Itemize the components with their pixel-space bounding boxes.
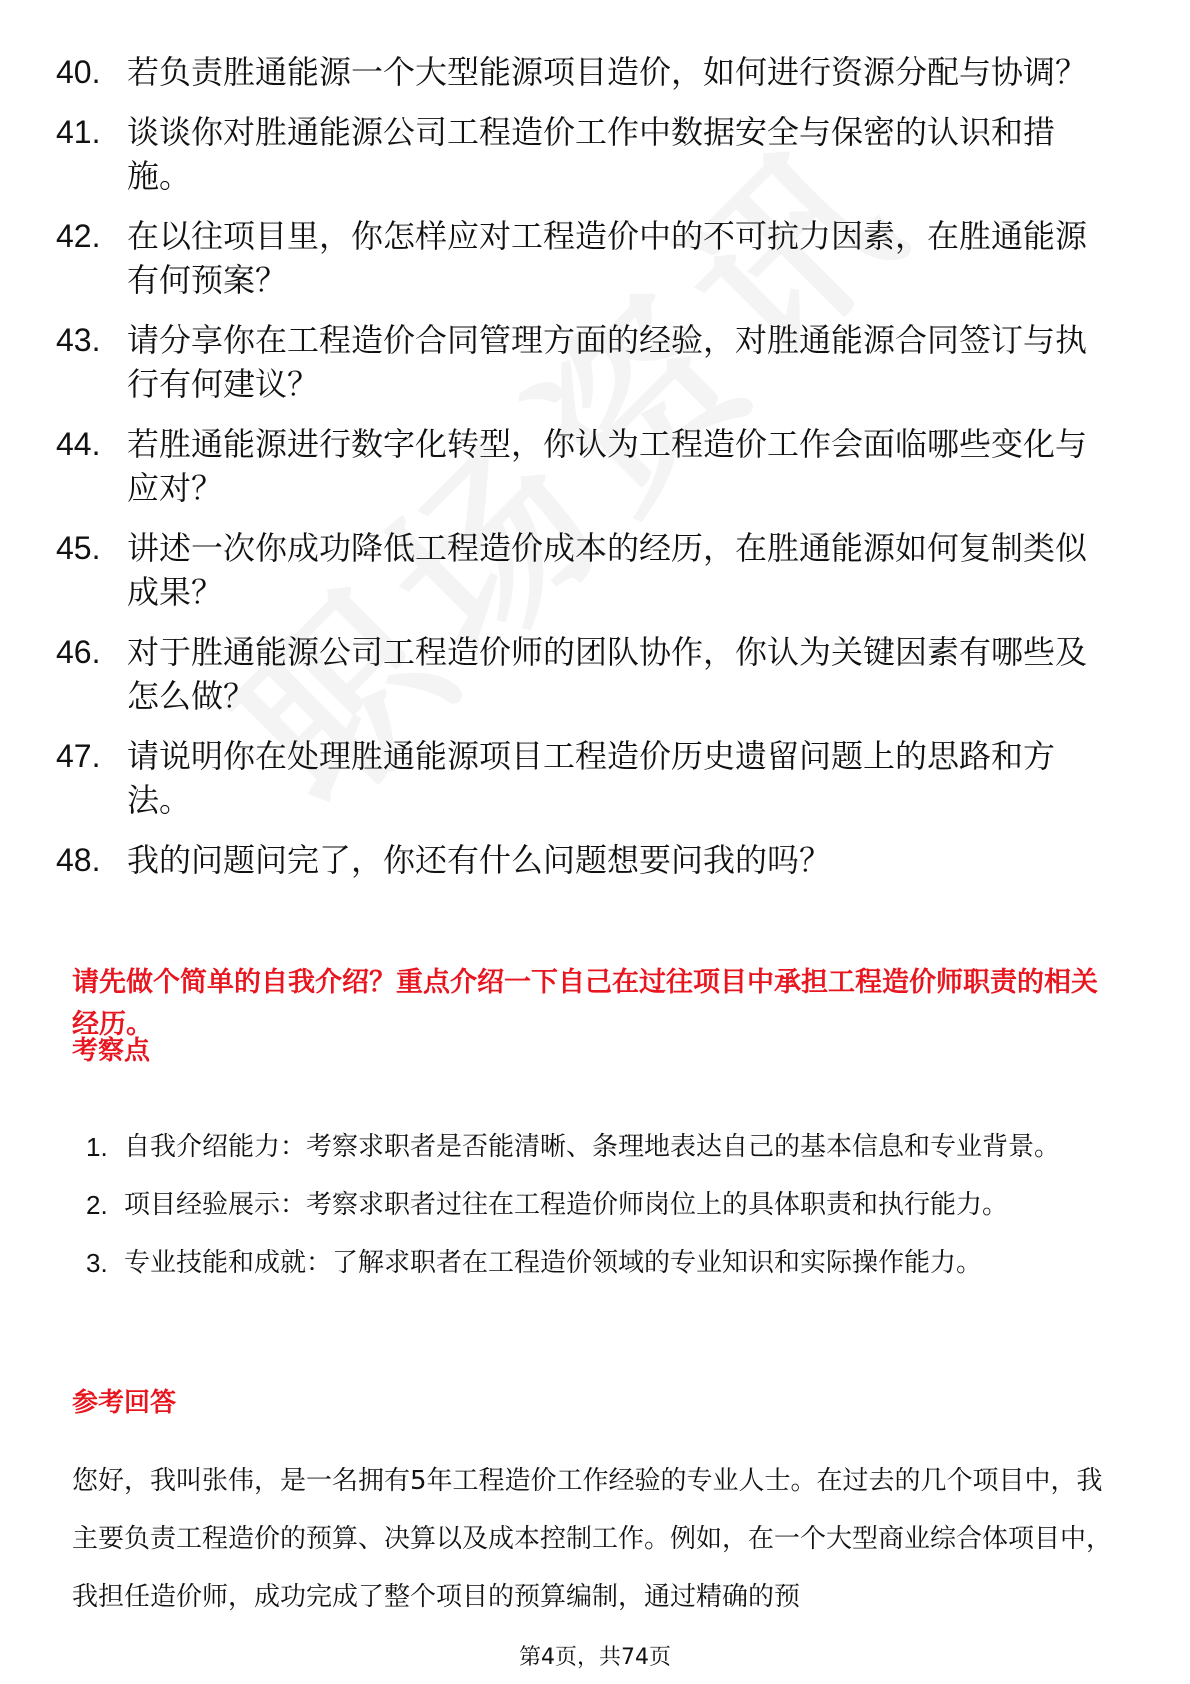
point-number: 3. [86, 1248, 108, 1278]
point-number: 2. [86, 1190, 108, 1220]
question-number: 45. [56, 530, 101, 566]
question-list [56, 50, 1116, 898]
question-number: 47. [56, 738, 101, 774]
list-item [56, 734, 1116, 822]
question-text: 谈谈你对胜通能源公司工程造价工作中数据安全与保密的认识和措施。 [127, 113, 1056, 195]
question-text: 对于胜通能源公司工程造价师的团队协作，你认为关键因素有哪些及怎么做？ [127, 633, 1088, 715]
question-number: 46. [56, 634, 101, 670]
list-item [56, 50, 1116, 94]
list-item [56, 318, 1116, 406]
point-text: 专业技能和成就：了解求职者在工程造价领域的专业知识和实际操作能力。 [124, 1248, 983, 1278]
question-number: 41. [56, 114, 101, 150]
question-text: 我的问题问完了，你还有什么问题想要问我的吗？ [127, 841, 832, 879]
question-text: 若负责胜通能源一个大型能源项目造价，如何进行资源分配与协调？ [127, 53, 1088, 91]
list-item [56, 630, 1116, 718]
list-item [56, 526, 1116, 614]
question-number: 42. [56, 218, 101, 254]
exam-points-heading: 考察点 [72, 1036, 151, 1066]
question-text: 在以往项目里，你怎样应对工程造价中的不可抗力因素，在胜通能源有何预案？ [127, 217, 1088, 299]
question-text: 请说明你在处理胜通能源项目工程造价历史遗留问题上的思路和方法。 [127, 737, 1056, 819]
exam-points-list [86, 1118, 1116, 1292]
list-item [56, 214, 1116, 302]
list-item [86, 1118, 1116, 1176]
reference-heading: 参考回答 [72, 1388, 177, 1418]
question-text: 请分享你在工程造价合同管理方面的经验，对胜通能源合同签订与执行有何建议？ [127, 321, 1088, 403]
reference-answer: 您好，我叫张伟，是一名拥有5年工程造价工作经验的专业人士。在过去的几个项目中，我主要负责工程造价的预算、决算以及成本控制工作。例如，在一个大型商业综合体项目中，我担任造价师，成功完成了整个项目的预算编制，通过精确的预 [72, 1466, 1113, 1612]
point-text: 项目经验展示：考察求职者过往在工程造价师岗位上的具体职责和执行能力。 [124, 1190, 1009, 1220]
page-number-footer: 第4页，共74页 [519, 1645, 671, 1670]
list-item [86, 1176, 1116, 1234]
list-item [56, 838, 1116, 882]
list-item [86, 1234, 1116, 1292]
question-number: 44. [56, 426, 101, 462]
list-item [56, 422, 1116, 510]
question-number: 40. [56, 54, 101, 90]
point-number: 1. [86, 1132, 108, 1162]
question-number: 48. [56, 842, 101, 878]
list-item [56, 110, 1116, 198]
section-title: 请先做个简单的自我介绍？重点介绍一下自己在过往项目中承担工程造价师职责的相关经历。 [72, 967, 1098, 1040]
question-number: 43. [56, 322, 101, 358]
question-text: 若胜通能源进行数字化转型，你认为工程造价工作会面临哪些变化与应对？ [127, 425, 1088, 507]
question-text: 讲述一次你成功降低工程造价成本的经历，在胜通能源如何复制类似成果？ [127, 529, 1088, 611]
point-text: 自我介绍能力：考察求职者是否能清晰、条理地表达自己的基本信息和专业背景。 [124, 1132, 1061, 1162]
